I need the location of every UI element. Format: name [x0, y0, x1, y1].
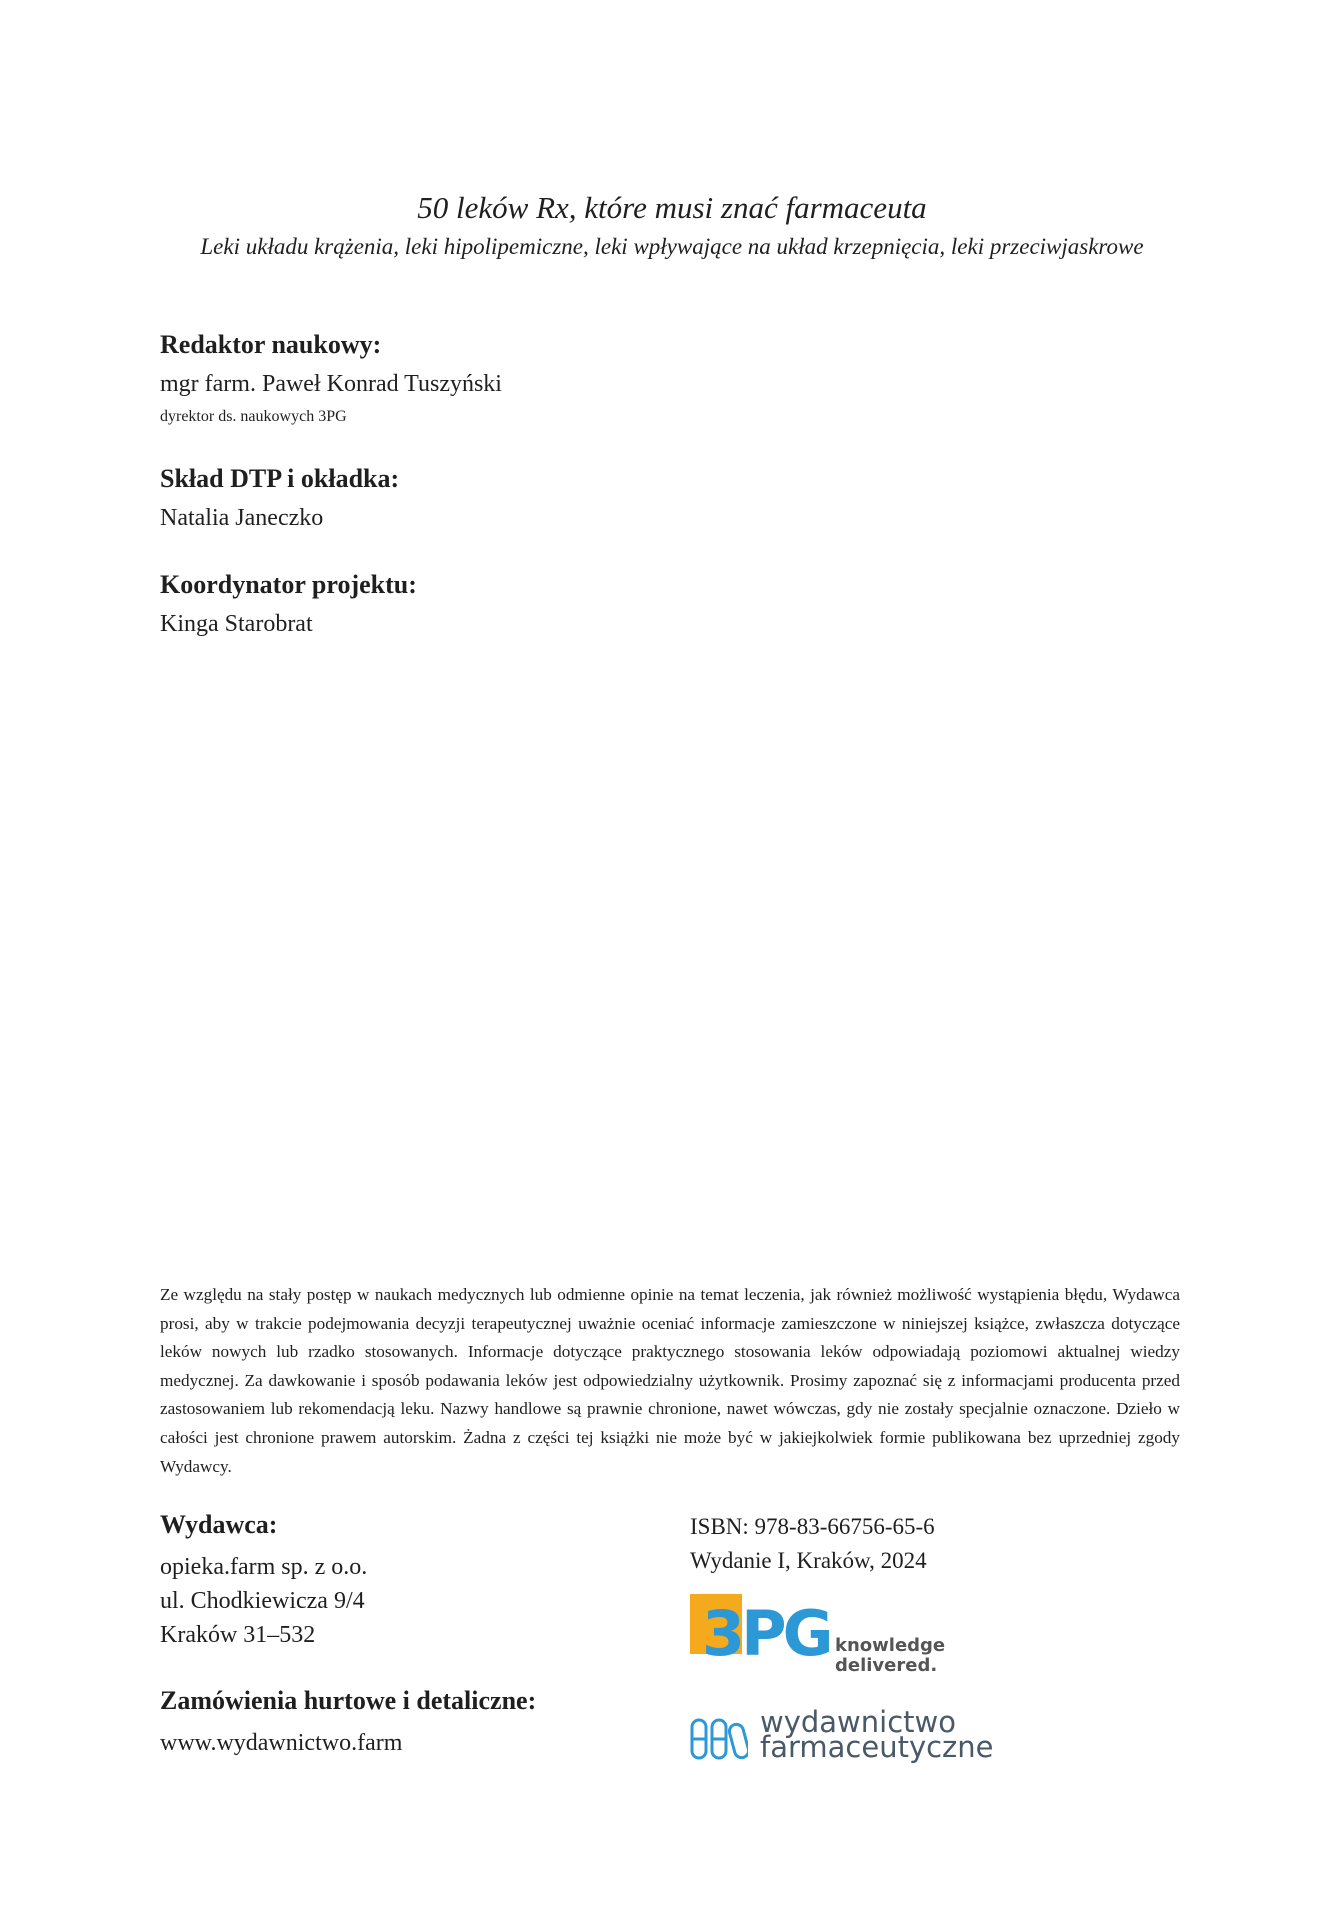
edition: Wydanie I, Kraków, 2024 [690, 1548, 927, 1573]
logo-wf-text [760, 1705, 994, 1764]
credit-name: Kinga Starobrat [160, 611, 313, 637]
publisher-label: Wydawca: [160, 1510, 278, 1539]
credits-section [160, 328, 1060, 674]
publisher-city: Kraków 31–532 [160, 1622, 316, 1648]
publisher-company: opieka.farm sp. z o.o. [160, 1554, 368, 1580]
book-title: 50 leków Rx, które musi znać farmaceuta [417, 190, 927, 225]
logo-3pg-mark: 3PG [702, 1597, 830, 1670]
credit-project-coordinator [160, 568, 1060, 640]
title-block [0, 188, 1344, 264]
credit-name: Natalia Janeczko [160, 505, 324, 531]
logo-wf-line-1: wydawnictwo [760, 1705, 956, 1739]
publisher-street: ul. Chodkiewicza 9/4 [160, 1588, 365, 1614]
logo-3pg-tagline-2: delivered. [835, 1655, 938, 1676]
book-subtitle: Leki układu krążenia, leki hipolipemiczne, leki wpływające na układ krzepnięcia, leki przeciwjaskrowe [200, 234, 1144, 259]
disclaimer-text: Ze względu na stały postęp w naukach medycznych lub odmienne opinie na temat leczenia, jak również możliwość wystąpienia błędu, Wydawca prosi, aby w trakcie podejmowania decyzji terapeutycznej uważnie oceniać informacje zamieszczone w niniejszej książce, zwłaszcza dotyczące leków nowych lub rzadko stosowanych. Informacje dotyczące praktycznego stosowania leków odpowiadają poziomowi aktualnej wiedzy medycznej. Za dawkowanie i sposób podawania leków jest odpowiedzialny użytkownik. Prosimy zapoznać się z informacjami producenta przed zastosowaniem lub rekomendacją leku. Nazwy handlowe są prawnie chronione, nawet wówczas, gdy nie zostały specjalnie oznaczone. Dzieło w całości jest chronione prawem autorskim. Żadna z części tej książki nie może być w jakiejkolwiek formie publikowana bez uprzedniej zgody Wydawcy. [160, 1285, 1180, 1476]
bibliographic-info [690, 1510, 1190, 1578]
isbn: ISBN: 978-83-66756-65-6 [690, 1514, 935, 1539]
credit-name: mgr farm. Paweł Konrad Tuszyński [160, 371, 502, 397]
logo-wydawnictwo-farmaceutyczne [690, 1705, 1020, 1770]
credit-dtp-cover [160, 462, 1060, 534]
pills-icon [690, 1718, 748, 1760]
credit-note: dyrektor ds. naukowych 3PG [160, 408, 347, 425]
credit-label: Skład DTP i okładka: [160, 464, 400, 493]
orders-block [160, 1684, 680, 1760]
publisher-block [160, 1508, 680, 1652]
credit-label: Koordynator projektu: [160, 570, 417, 599]
logo-3pg [690, 1594, 990, 1678]
credit-label: Redaktor naukowy: [160, 330, 382, 359]
orders-url: www.wydawnictwo.farm [160, 1730, 403, 1756]
logo-3pg-tagline-1: knowledge [835, 1635, 946, 1656]
logo-3pg-tagline [835, 1636, 945, 1676]
credit-scientific-editor [160, 328, 1060, 428]
orders-label: Zamówienia hurtowe i detaliczne: [160, 1686, 537, 1715]
logo-wf-line-2: farmaceutyczne [760, 1730, 994, 1764]
